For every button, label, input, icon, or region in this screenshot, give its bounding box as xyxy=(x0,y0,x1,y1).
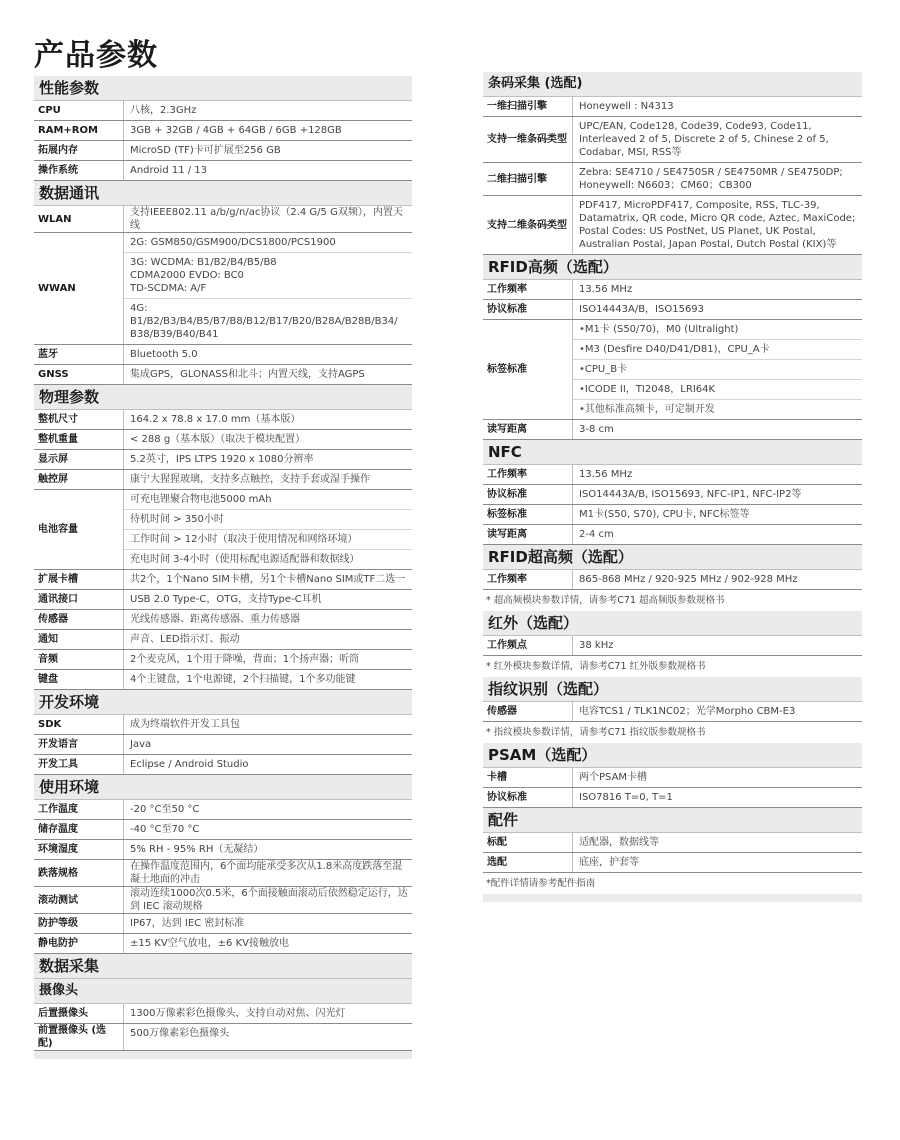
spec-row xyxy=(34,365,412,385)
spec-section xyxy=(34,181,412,385)
spec-row xyxy=(34,914,412,934)
spec-row xyxy=(483,505,862,525)
spec-values xyxy=(124,410,412,429)
spec-section xyxy=(483,743,862,808)
spec-label: 触控屏 xyxy=(34,470,124,489)
spec-row xyxy=(34,840,412,860)
spec-values xyxy=(124,570,412,589)
section-title: 红外（选配） xyxy=(483,611,862,636)
section-title: RFID超高频（选配） xyxy=(483,545,862,570)
spec-label: 工作温度 xyxy=(34,800,124,819)
spec-values xyxy=(573,853,862,872)
section-title: RFID高频（选配） xyxy=(483,255,862,280)
spec-values xyxy=(573,570,862,589)
spec-row xyxy=(483,570,862,590)
spec-value: Android 11 / 13 xyxy=(130,165,208,176)
spec-row xyxy=(483,833,862,853)
spec-label: 环境湿度 xyxy=(34,840,124,859)
spec-value: • M1卡 (S50/70)，M0 (Ultralight) xyxy=(573,320,862,339)
spec-value: ISO7816 T=0, T=1 xyxy=(579,792,673,803)
spec-values xyxy=(573,300,862,319)
spec-value: • CPU_B卡 xyxy=(573,359,862,379)
spec-values xyxy=(124,650,412,669)
spec-label: WLAN xyxy=(34,206,124,232)
spec-label: SDK xyxy=(34,715,124,734)
spec-value: 适配器，数据线等 xyxy=(579,837,659,848)
spec-value: 待机时间 > 350小时 xyxy=(124,509,412,529)
spec-label: 标签标准 xyxy=(483,505,573,524)
spec-row xyxy=(34,470,412,490)
spec-row xyxy=(483,465,862,485)
spec-label: 操作系统 xyxy=(34,161,124,180)
section-note: * 指纹模块参数详情，请参考C71 指纹版参数规格书 xyxy=(486,727,706,738)
spec-value: 3-8 cm xyxy=(579,424,614,435)
spec-value: 4G: B1/B2/B3/B4/B5/B7/B8/B12/B17/B20/B28A/B28B/B34/ B38/B39/B40/B41 xyxy=(124,298,412,344)
spec-label: 标配 xyxy=(483,833,573,852)
spec-value: 可充电锂聚合物电池5000 mAh xyxy=(130,494,272,505)
section-title: 配件 xyxy=(483,808,862,833)
spec-value: 滚动连续1000次0.5米，6个面接触面滚动后依然稳定运行，达到 IEC 滚动规格 xyxy=(130,888,408,912)
spec-values xyxy=(573,788,862,807)
spec-row xyxy=(34,430,412,450)
spec-value: 865-868 MHz / 920-925 MHz / 902-928 MHz xyxy=(579,574,798,585)
spec-section xyxy=(34,954,412,979)
spec-label: 音频 xyxy=(34,650,124,669)
spec-values xyxy=(124,800,412,819)
spec-values xyxy=(573,420,862,439)
spec-row xyxy=(34,735,412,755)
spec-label: 蓝牙 xyxy=(34,345,124,364)
spec-label: 协议标准 xyxy=(483,788,573,807)
spec-value: Bluetooth 5.0 xyxy=(130,349,198,360)
section-title: 物理参数 xyxy=(34,385,412,410)
section-title: 数据通讯 xyxy=(34,181,412,206)
spec-section xyxy=(483,440,862,545)
spec-label: 跌落规格 xyxy=(34,860,124,886)
spec-values xyxy=(124,670,412,689)
spec-value: 集成GPS，GLONASS和北斗；内置天线，支持AGPS xyxy=(130,369,365,380)
page-title: 产品参数 xyxy=(34,38,158,73)
spec-value: 13.56 MHz xyxy=(579,284,633,295)
spec-label: 扩展卡槽 xyxy=(34,570,124,589)
spec-section xyxy=(483,545,862,611)
spec-label: 协议标准 xyxy=(483,300,573,319)
spec-values xyxy=(124,1004,412,1023)
spec-value: 光线传感器、距离传感器、重力传感器 xyxy=(130,614,300,625)
spec-row xyxy=(34,630,412,650)
spec-value: • ICODE II，TI2048，LRI64K xyxy=(573,379,862,399)
spec-label: 整机尺寸 xyxy=(34,410,124,429)
spec-values xyxy=(573,485,862,504)
spec-row xyxy=(34,670,412,690)
spec-values xyxy=(573,465,862,484)
spec-values xyxy=(573,163,862,195)
spec-values xyxy=(573,505,862,524)
spec-section xyxy=(34,385,412,690)
section-title: 条码采集 (选配) xyxy=(483,72,862,97)
spec-value: 电容TCS1 / TLK1NC02；光学Morpho CBM-E3 xyxy=(579,706,796,717)
spec-values xyxy=(573,768,862,787)
spec-value: Java xyxy=(130,739,152,750)
spec-label: 显示屏 xyxy=(34,450,124,469)
spec-row xyxy=(483,280,862,300)
spec-values xyxy=(573,97,862,116)
spec-value: M1卡(S50, S70), CPU卡, NFC标签等 xyxy=(579,509,750,520)
spec-label: 读写距离 xyxy=(483,525,573,544)
spec-label: 开发语言 xyxy=(34,735,124,754)
spec-value: USB 2.0 Type-C，OTG，支持Type-C耳机 xyxy=(130,594,322,605)
spec-value: 共2个，1个Nano SIM卡槽，另1个卡槽Nano SIM或TF二选一 xyxy=(130,574,406,585)
spec-values xyxy=(573,196,862,254)
spec-row xyxy=(483,636,862,656)
spec-section xyxy=(483,255,862,440)
spec-values xyxy=(573,702,862,721)
spec-label: 卡槽 xyxy=(483,768,573,787)
spec-label: 开发工具 xyxy=(34,755,124,774)
spec-values xyxy=(124,755,412,774)
spec-value: IP67，达到 IEC 密封标准 xyxy=(130,918,245,929)
spec-value: 底座，护套等 xyxy=(579,857,639,868)
spec-row xyxy=(34,345,412,365)
spec-value: -40 °C至70 °C xyxy=(130,824,200,835)
spec-values xyxy=(124,630,412,649)
spec-value: Honeywell : N4313 xyxy=(579,101,674,112)
spec-row xyxy=(34,820,412,840)
spec-row xyxy=(483,300,862,320)
spec-row xyxy=(483,702,862,722)
spec-value: MicroSD (TF)卡可扩展至256 GB xyxy=(130,145,281,156)
spec-row xyxy=(34,590,412,610)
spec-section xyxy=(483,808,862,894)
spec-label: 储存温度 xyxy=(34,820,124,839)
spec-row xyxy=(483,485,862,505)
spec-value: 2个麦克风，1个用于降噪，背面；1个扬声器；听筒 xyxy=(130,654,360,665)
spec-value: 5% RH - 95% RH（无凝结） xyxy=(130,844,264,855)
spec-value: 13.56 MHz xyxy=(579,469,633,480)
spec-value: ISO14443A/B，ISO15693 xyxy=(579,304,705,315)
spec-values xyxy=(124,365,412,384)
spec-label: 静电防护 xyxy=(34,934,124,953)
spec-value: Eclipse / Android Studio xyxy=(130,759,249,770)
spec-values xyxy=(124,1024,412,1050)
spec-value: -20 °C至50 °C xyxy=(130,804,200,815)
spec-label: 协议标准 xyxy=(483,485,573,504)
spec-row xyxy=(34,490,412,570)
spec-row xyxy=(34,233,412,345)
spec-row xyxy=(34,161,412,181)
spec-value: 成为终端软件开发工具包 xyxy=(130,719,240,730)
spec-row xyxy=(34,570,412,590)
spec-value: ±15 KV空气放电，±6 KV接触放电 xyxy=(130,938,289,949)
spec-label: 通知 xyxy=(34,630,124,649)
spec-label: 整机重量 xyxy=(34,430,124,449)
spec-values xyxy=(124,715,412,734)
spec-row xyxy=(34,1004,412,1024)
spec-row xyxy=(483,97,862,117)
spec-values xyxy=(124,206,412,232)
spec-label: GNSS xyxy=(34,365,124,384)
spec-values xyxy=(124,887,412,913)
spec-value: 4个主键盘，1个电源键，2个扫描键，1个多功能键 xyxy=(130,674,356,685)
spec-label: 标签标准 xyxy=(483,320,573,419)
spec-value: Zebra: SE4710 / SE4750SR / SE4750MR / SE4750DP; Honeywell: N6603；CM60；CB300 xyxy=(579,167,843,191)
spec-value: 38 kHz xyxy=(579,640,614,651)
spec-value: < 288 g（基本版）（取决于模块配置） xyxy=(130,434,306,445)
spec-label: 选配 xyxy=(483,853,573,872)
spec-row xyxy=(34,206,412,233)
spec-row xyxy=(34,101,412,121)
spec-value: 500万像素彩色摄像头 xyxy=(130,1028,230,1039)
spec-value: 八核，2.3GHz xyxy=(130,105,197,116)
spec-value: 3GB + 32GB / 4GB + 64GB / 6GB +128GB xyxy=(130,125,342,136)
spec-label: 工作频率 xyxy=(483,570,573,589)
spec-values xyxy=(124,590,412,609)
section-note: * 红外模块参数详情，请参考C71 红外版参数规格书 xyxy=(486,661,706,672)
spec-label: 键盘 xyxy=(34,670,124,689)
spec-values xyxy=(124,161,412,180)
section-title: NFC xyxy=(483,440,862,465)
spec-values xyxy=(573,320,862,419)
section-note: * 超高频模块参数详情，请参考C71 超高频版参数规格书 xyxy=(486,595,725,606)
spec-value: 1300万像素彩色摄像头，支持自动对焦、闪光灯 xyxy=(130,1008,346,1019)
spec-value: 工作时间 > 12小时（取决于使用情况和网络环境） xyxy=(124,529,412,549)
spec-values xyxy=(124,934,412,953)
spec-section xyxy=(34,690,412,775)
spec-values xyxy=(573,117,862,162)
spec-row xyxy=(34,755,412,775)
spec-label: 读写距离 xyxy=(483,420,573,439)
spec-row xyxy=(483,163,862,196)
section-title: 指纹识别（选配） xyxy=(483,677,862,702)
spec-row xyxy=(483,420,862,440)
spec-row xyxy=(34,860,412,887)
spec-values xyxy=(573,525,862,544)
spec-value: ISO14443A/B, ISO15693, NFC-IP1, NFC-IP2等 xyxy=(579,489,802,500)
spec-row xyxy=(34,410,412,430)
spec-label: 电池容量 xyxy=(34,490,124,569)
spec-value: 2G: GSM850/GSM900/DCS1800/PCS1900 xyxy=(130,237,336,248)
spec-row xyxy=(34,141,412,161)
spec-row xyxy=(34,650,412,670)
spec-values xyxy=(124,345,412,364)
spec-label: RAM+ROM xyxy=(34,121,124,140)
section-title: 性能参数 xyxy=(34,76,412,101)
spec-row xyxy=(34,715,412,735)
spec-values xyxy=(124,610,412,629)
spec-row xyxy=(483,117,862,163)
spec-section xyxy=(483,72,862,255)
spec-label: 工作频点 xyxy=(483,636,573,655)
spec-value: • M3 (Desfire D40/D41/D81)，CPU_A卡 xyxy=(573,339,862,359)
spec-value: 在操作温度范围内，6个面均能承受多次从1.8米高度跌落至混凝土地面的冲击 xyxy=(130,861,403,885)
spec-row xyxy=(34,1024,412,1051)
spec-row xyxy=(483,320,862,420)
spec-label: 工作频率 xyxy=(483,465,573,484)
spec-values xyxy=(573,833,862,852)
spec-row xyxy=(483,788,862,808)
spec-label: 防护等级 xyxy=(34,914,124,933)
spec-values xyxy=(124,141,412,160)
spec-value: 支持IEEE802.11 a/b/g/n/ac协议（2.4 G/5 G双频），内置天线 xyxy=(130,207,403,231)
spec-values xyxy=(573,280,862,299)
section-note: *配件详情请参考配件指南 xyxy=(486,878,596,889)
spec-value: 康宁大猩猩玻璃，支持多点触控，支持手套或湿手操作 xyxy=(130,474,370,485)
spec-row xyxy=(483,768,862,788)
spec-value: 5.2英寸，IPS LTPS 1920 x 1080分辨率 xyxy=(130,454,314,465)
spec-row xyxy=(34,887,412,914)
spec-label: 二维扫描引擎 xyxy=(483,163,573,195)
section-title: 摄像头 xyxy=(34,979,412,1004)
spec-value: PDF417, MicroPDF417, Composite, RSS, TLC-39, Datamatrix, QR code, Micro QR code, Aztec, MaxiCode; Postal Codes: US PostNet, US Planet, UK Postal, Australian Postal, Japan Postal, Dutch Postal (KIX)等 xyxy=(579,200,856,250)
section-title: 数据采集 xyxy=(34,954,412,979)
spec-row xyxy=(34,121,412,141)
spec-label: 支持二维条码类型 xyxy=(483,196,573,254)
spec-row xyxy=(483,525,862,545)
spec-label: 前置摄像头 (选配) xyxy=(34,1024,124,1050)
spec-section xyxy=(34,775,412,954)
right-column xyxy=(483,72,862,902)
spec-values xyxy=(124,121,412,140)
spec-label: 滚动测试 xyxy=(34,887,124,913)
spec-label: 传感器 xyxy=(483,702,573,721)
spec-label: 后置摄像头 xyxy=(34,1004,124,1023)
spec-row xyxy=(34,450,412,470)
spec-label: 拓展内存 xyxy=(34,141,124,160)
left-column xyxy=(34,76,412,1059)
spec-label: 一维扫描引擎 xyxy=(483,97,573,116)
spec-values xyxy=(124,233,412,344)
section-title: 开发环境 xyxy=(34,690,412,715)
spec-value: UPC/EAN, Code128, Code39, Code93, Code11, Interleaved 2 of 5, Discrete 2 of 5, Chinese 2 of 5, Codabar, MSI, RSS等 xyxy=(579,121,829,158)
spec-label: CPU xyxy=(34,101,124,120)
spec-row xyxy=(34,800,412,820)
spec-label: 工作频率 xyxy=(483,280,573,299)
spec-section xyxy=(34,979,412,1051)
spec-values xyxy=(124,860,412,886)
spec-label: 支持一维条码类型 xyxy=(483,117,573,162)
spec-values xyxy=(124,450,412,469)
spec-values xyxy=(124,490,412,569)
spec-value: 充电时间 3-4小时（使用标配电源适配器和数据线） xyxy=(124,549,412,569)
spec-value: 声音、LED指示灯、振动 xyxy=(130,634,240,645)
spec-row xyxy=(34,610,412,630)
spec-value: • 其他标准高频卡，可定制开发 xyxy=(573,399,862,419)
spec-values xyxy=(573,636,862,655)
spec-value: 3G: WCDMA: B1/B2/B4/B5/B8 CDMA2000 EVDO: BC0 TD-SCDMA: A/F xyxy=(124,252,412,298)
spec-values xyxy=(124,820,412,839)
spec-values xyxy=(124,470,412,489)
spec-section xyxy=(34,76,412,181)
spec-label: 传感器 xyxy=(34,610,124,629)
spec-row xyxy=(34,934,412,954)
spec-values xyxy=(124,101,412,120)
spec-values xyxy=(124,735,412,754)
spec-label: 通讯接口 xyxy=(34,590,124,609)
column-end-bar xyxy=(483,894,862,902)
column-end-bar xyxy=(34,1051,412,1059)
spec-value: 两个PSAM卡槽 xyxy=(579,772,648,783)
spec-value: 164.2 x 78.8 x 17.0 mm（基本版） xyxy=(130,414,301,425)
spec-row xyxy=(483,196,862,255)
spec-values xyxy=(124,914,412,933)
section-title: 使用环境 xyxy=(34,775,412,800)
spec-row xyxy=(483,853,862,873)
spec-value: 2-4 cm xyxy=(579,529,614,540)
spec-label: WWAN xyxy=(34,233,124,344)
spec-section xyxy=(483,611,862,677)
spec-values xyxy=(124,840,412,859)
spec-section xyxy=(483,677,862,743)
spec-values xyxy=(124,430,412,449)
section-title: PSAM（选配） xyxy=(483,743,862,768)
